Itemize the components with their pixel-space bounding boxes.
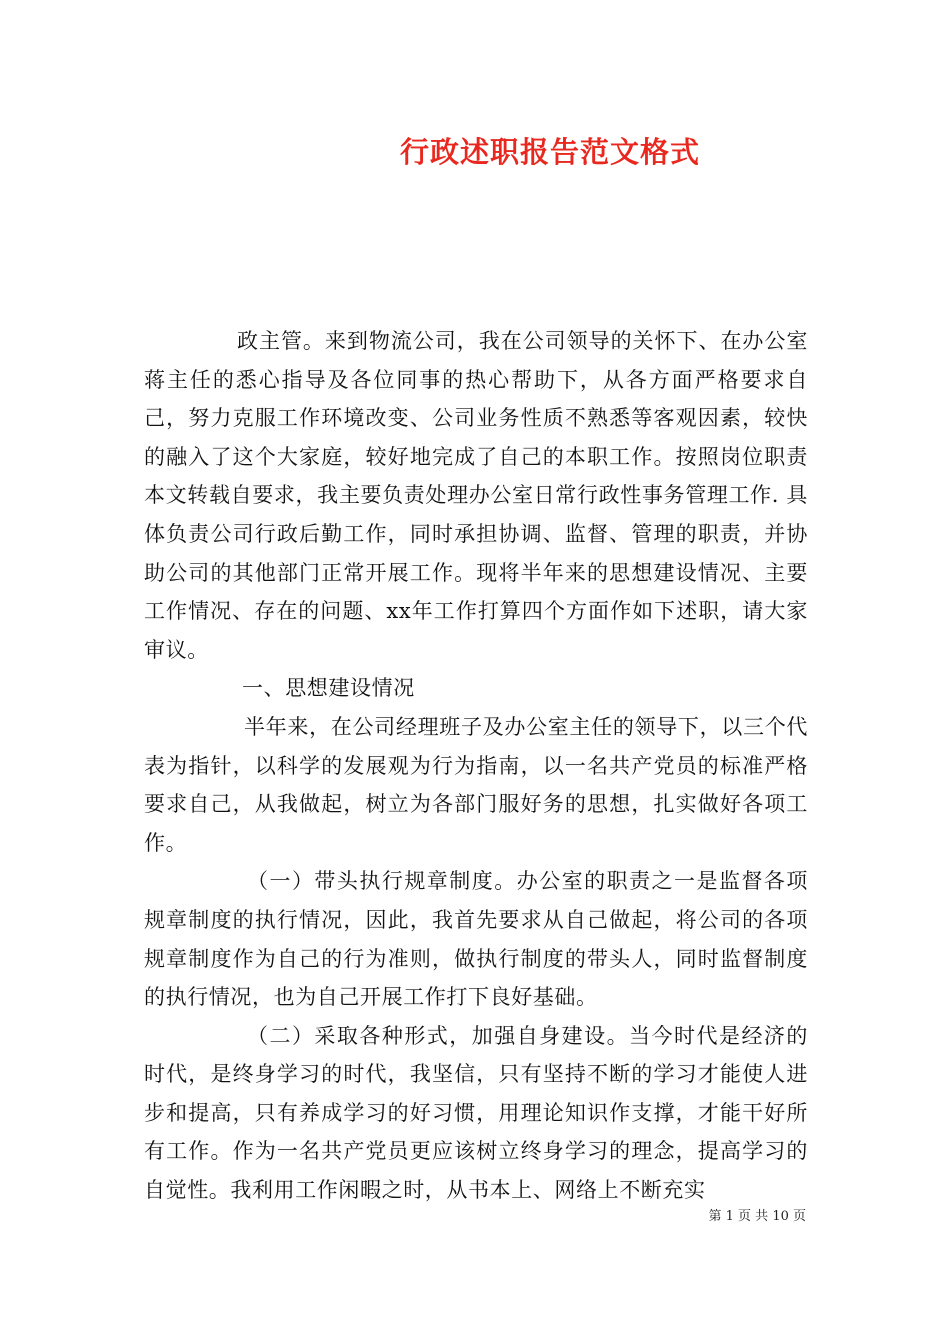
intro-paragraph: 政主管。来到物流公司，我在公司领导的关怀下、在办公室蒋主任的悉心指导及各位同事的热心帮助下，从各方面严格要求自己，努力克服工作环境改变、公司业务性质不熟悉等客观因素，较快的融入了这个大家庭，较好地完成了自己的本职工作。按照岗位职责本文转载自要求，我主要负责处理办公室日常行政性事务管理工作. 具体负责公司行政后勤工作，同时承担协调、监督、管理的职责，并协助公司的其他部门正常开展工作。现将半年来的思想建设情况、主要工作情况、存在的问题、xx年工作打算四个方面作如下述职，请大家审议。 bbox=[144, 329, 808, 662]
item-paragraph-1: （一）带头执行规章制度。办公室的职责之一是监督各项规章制度的执行情况，因此，我首先要求从自己做起，将公司的各项规章制度作为自己的行为准则，做执行制度的带头人，同时监督制度的执行情况，也为自己开展工作打下良好基础。 bbox=[144, 869, 808, 1010]
document-title: 行政述职报告范文格式 bbox=[399, 135, 700, 169]
section-heading: 一、思想建设情况 bbox=[242, 676, 415, 701]
page-number-footer: 第 1 页 共 10 页 bbox=[708, 1209, 806, 1224]
section-paragraph: 半年来，在公司经理班子及办公室主任的领导下，以三个代表为指针，以科学的发展观为行为指南，以一名共产党员的标准严格要求自己，从我做起，树立为各部门服好务的思想，扎实做好各项工作。 bbox=[144, 714, 808, 855]
document-body bbox=[144, 322, 808, 1210]
item-paragraph-2: （二）采取各种形式，加强自身建设。当今时代是经济的时代，是终身学习的时代，我坚信，只有坚持不断的学习才能使人进步和提高，只有养成学习的好习惯，用理论知识作支撑，才能干好所有工作。作为一名共产党员更应该树立终身学习的理念，提高学习的自觉性。我利用工作闲暇之时，从书本上、网络上不断充实 bbox=[144, 1023, 808, 1203]
